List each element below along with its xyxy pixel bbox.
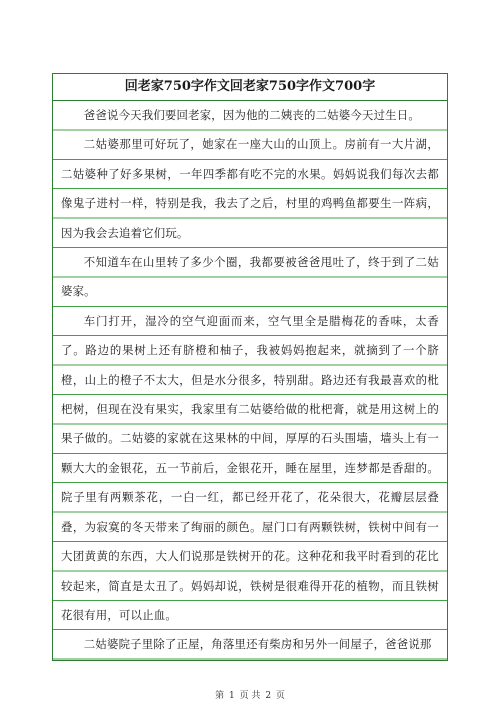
document-title: 回老家750字作文回老家750字作文700字	[53, 74, 447, 101]
paragraph-2: 二姑婆那里可好玩了，她家在一座大山的山顶上。房前有一大片湖，二姑婆种了好多果树，一年四季都有吃不完的水果。妈妈说我们每次去都像鬼子进村一样，特别是我，我去了之后，村里的鸡鸭鱼都要生一阵病，因为我会去追着它们玩。	[61, 137, 439, 240]
paragraph-5: 二姑婆院子里除了正屋，角落里还有柴房和另外一间屋子，爸爸说那	[83, 637, 432, 652]
ruled-lines-body	[53, 101, 447, 660]
paragraph-1: 爸爸说今天我们要回老家，因为他的二姨丧的二姑婆今天过生日。	[83, 108, 420, 122]
footer-suffix: 页	[275, 691, 285, 701]
ruled-sheet	[52, 73, 448, 661]
page-footer	[0, 688, 500, 701]
paragraph-3: 不知道车在山里转了多少个圈，我都要被爸爸甩吐了，终于到了二姑婆家。	[61, 255, 439, 299]
footer-total-pages: 2	[265, 691, 272, 701]
paragraph-4: 车门打开，湿冷的空气迎面而来，空气里全是腊梅花的香味，太香了。路边的果树上还有脐橙和柚子，我被妈妈抱起来，就摘到了一个脐橙，山上的橙子不太大，但是水分很多，特别甜。路边还有我最喜欢的枇杷树，但现在没有果实，我家里有二姑婆给做的枇杷膏，就是用这树上的果子做的。二姑婆的家就在这果林的中间，厚厚的石头围墙，墙头上有一颗大大的金银花，五一节前后，金银花开，睡在屋里，连梦都是香甜的。院子里有两颗茶花，一白一红，都已经开花了，花朵很大，花瓣层层叠叠，为寂寞的冬天带来了绚丽的颜色。屋门口有两颗铁树，铁树中间有一大团黄黄的东西，大人们说那是铁树开的花。这种花和我平时看到的花比较起来，简直是太丑了。妈妈却说，铁树是很难得开花的植物，而且铁树花很有用，可以止血。	[61, 313, 439, 622]
footer-prefix: 第	[215, 691, 225, 701]
footer-page-number: 1	[228, 691, 235, 701]
footer-mid: 页 共	[239, 691, 261, 701]
